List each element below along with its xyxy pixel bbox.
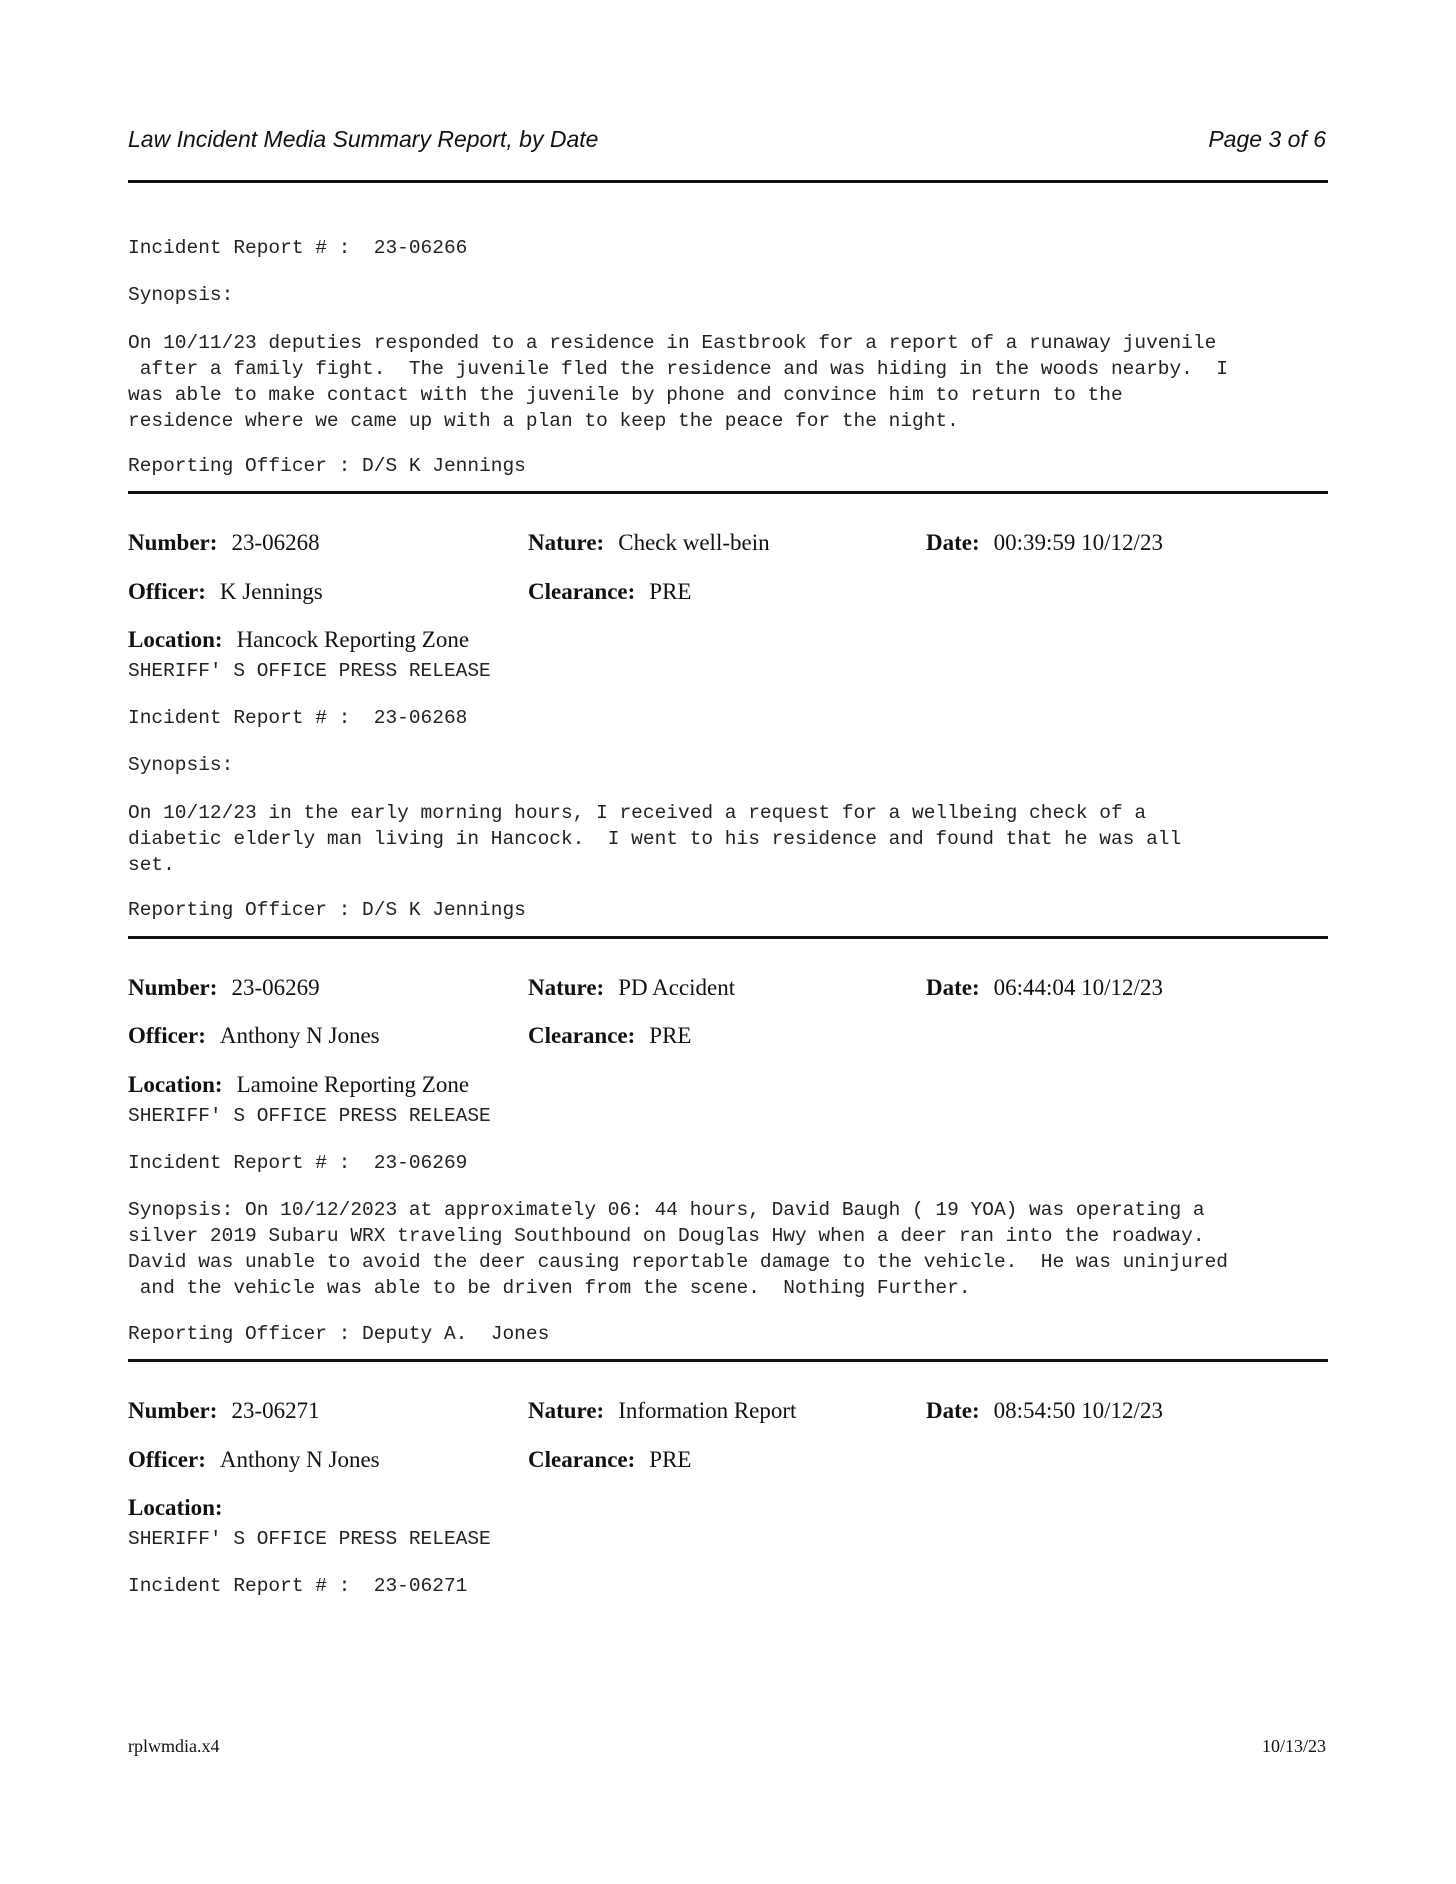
press-release-label: SHERIFF' S OFFICE PRESS RELEASE (128, 1105, 491, 1127)
incident-officer: Officer: K Jennings (128, 579, 323, 604)
incident-location: Location: Lamoine Reporting Zone (128, 1072, 470, 1097)
incident-officer: Officer: Anthony N Jones (128, 1023, 380, 1048)
incident-report-line: Incident Report # : 23-06269 (128, 1152, 468, 1174)
incident-clearance: Clearance: PRE (528, 1023, 692, 1048)
incident-nature: Nature: Check well-bein (528, 530, 770, 555)
incident-date: Date: 08:54:50 10/12/23 (926, 1398, 1163, 1423)
reporting-officer: D/S K Jennings (362, 455, 526, 477)
incident-number: Number: 23-06268 (128, 530, 320, 555)
report-number: 23-06271 (373, 1575, 468, 1597)
reporting-officer: Deputy A. Jones (362, 1323, 550, 1345)
synopsis-text: On 10/11/23 deputies responded to a residence in Eastbrook for a report of a runaway juvenile after a family fight. The juvenile fled the residence and was hiding in the woods nearby. I was able to make contact with the juvenile by phone and convince him to return to the residence where we came up with a plan to keep the peace for the night. (128, 332, 1228, 432)
incident-number: Number: 23-06271 (128, 1398, 320, 1423)
report-title: Law Incident Media Summary Report, by Date (128, 126, 599, 152)
incident-officer: Officer: Anthony N Jones (128, 1447, 380, 1472)
incident-number: Number: 23-06269 (128, 975, 320, 1000)
incident-nature: Nature: PD Accident (528, 975, 736, 1000)
incident-clearance: Clearance: PRE (528, 579, 692, 604)
incident-divider (128, 1359, 1328, 1362)
report-number: 23-06269 (373, 1152, 468, 1174)
footer-print-date: 10/13/23 (1261, 1736, 1326, 1756)
incident-report-line: Incident Report # : 23-06268 (128, 707, 468, 729)
footer-report-id: rplwmdia.x4 (128, 1736, 220, 1756)
report-number: 23-06268 (373, 707, 468, 729)
incident-nature: Nature: Information Report (528, 1398, 797, 1423)
incident-report-line: Incident Report # : 23-06266 (128, 237, 468, 259)
incident-clearance: Clearance: PRE (528, 1447, 692, 1472)
incident-location: Location: Hancock Reporting Zone (128, 627, 470, 652)
incident-date: Date: 06:44:04 10/12/23 (926, 975, 1163, 1000)
synopsis-text: On 10/12/23 in the early morning hours, I received a request for a wellbeing check of a diabetic elderly man living in Hancock. I went to his residence and found that he was all set. (128, 802, 1182, 876)
press-release-label: SHERIFF' S OFFICE PRESS RELEASE (128, 660, 491, 682)
page-number: Page 3 of 6 (1208, 126, 1326, 152)
synopsis-label: Synopsis: (128, 284, 234, 306)
reporting-officer-line: Reporting Officer : Deputy A. Jones (128, 1323, 550, 1345)
incident-divider (128, 491, 1328, 494)
report-number: 23-06266 (373, 237, 468, 259)
reporting-officer: D/S K Jennings (362, 899, 526, 921)
incident-divider (128, 936, 1328, 939)
reporting-officer-line: Reporting Officer : D/S K Jennings (128, 899, 526, 921)
synopsis-label: Synopsis: (128, 754, 234, 776)
incident-report-line: Incident Report # : 23-06271 (128, 1575, 468, 1597)
header-rule (128, 180, 1328, 183)
reporting-officer-line: Reporting Officer : D/S K Jennings (128, 455, 526, 477)
incident-date: Date: 00:39:59 10/12/23 (926, 530, 1163, 555)
synopsis-text: Synopsis: On 10/12/2023 at approximately 06: 44 hours, David Baugh ( 19 YOA) was operating a silver 2019 Subaru WRX traveling Southbound on Douglas Hwy when a deer ran into the roadway. David was unable to avoid the deer causing reportable damage to the vehicle. He was uninjured and the vehicle was able to be driven from the scene. Nothing Further. (128, 1199, 1228, 1299)
press-release-label: SHERIFF' S OFFICE PRESS RELEASE (128, 1528, 491, 1550)
incident-location: Location: (128, 1495, 223, 1520)
